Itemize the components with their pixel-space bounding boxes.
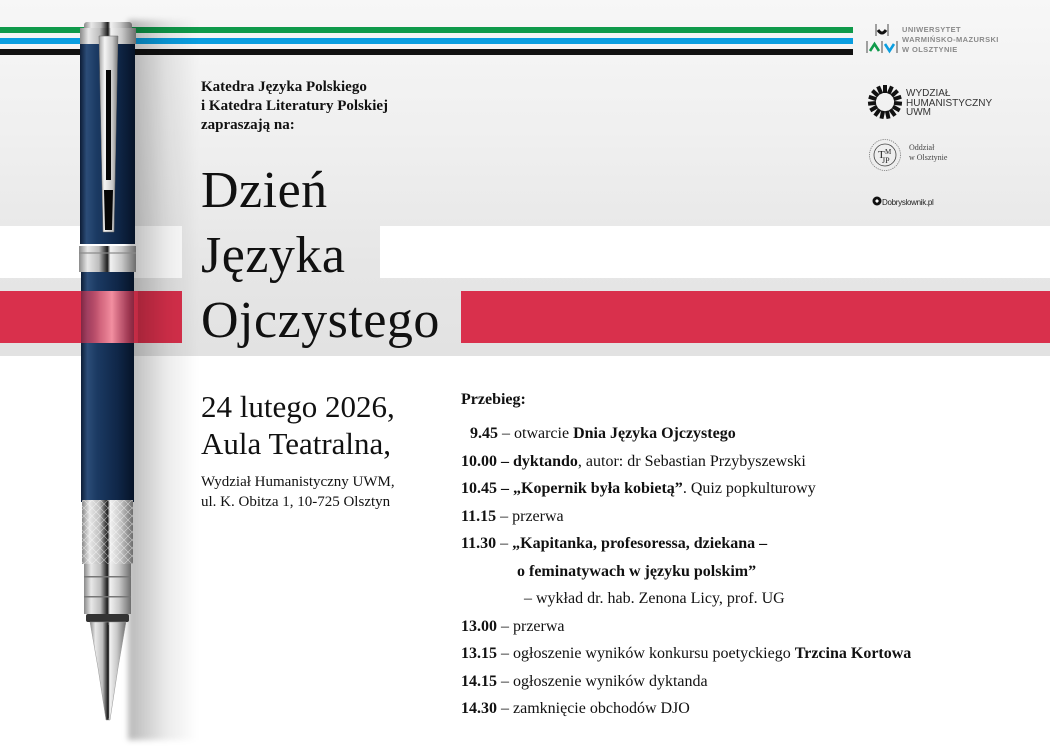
program-time: 9.45 bbox=[470, 425, 498, 442]
tmjp-seal-icon bbox=[868, 138, 902, 172]
program-item bbox=[461, 668, 911, 696]
program-desc: przerwa bbox=[512, 507, 564, 525]
title-line-2: Języka bbox=[201, 227, 346, 284]
program-heading: Przebieg: bbox=[461, 391, 526, 408]
dobryslownik-label: Dobryslownik.pl bbox=[882, 198, 934, 207]
tmjp-line-1: Oddział bbox=[909, 143, 935, 152]
program-desc: przerwa bbox=[513, 617, 565, 635]
program-time: 13.00 bbox=[461, 617, 497, 635]
svg-text:JP: JP bbox=[882, 156, 890, 165]
event-venue: Aula Teatralna, bbox=[201, 426, 392, 461]
program-item bbox=[461, 475, 911, 503]
separator: – bbox=[496, 535, 513, 552]
program-desc: zamknięcie obchodów DJO bbox=[513, 700, 690, 717]
program-desc: ogłoszenie wyników dyktanda bbox=[513, 672, 708, 690]
event-date-venue bbox=[201, 388, 395, 462]
program-desc: , autor: dr Sebastian Przybyszewski bbox=[577, 452, 806, 470]
invite-line-1: Katedra Języka Polskiego bbox=[201, 79, 367, 95]
program-desc-bold: dyktando bbox=[513, 452, 578, 470]
program-item bbox=[461, 695, 911, 723]
uwm-line-2: WARMIŃSKO-MAZURSKI bbox=[902, 35, 999, 44]
invitation-text bbox=[201, 78, 388, 135]
separator: – bbox=[498, 425, 514, 442]
red-flag-strip-right bbox=[461, 291, 1050, 343]
program-item bbox=[461, 613, 911, 641]
dobryslownik-mark-icon bbox=[872, 196, 882, 206]
white-flag-strip-right bbox=[380, 226, 1050, 278]
program-desc: otwarcie bbox=[514, 425, 574, 442]
title-line-1: Dzień bbox=[201, 162, 328, 219]
program-item bbox=[461, 448, 911, 476]
dobryslownik-logo bbox=[872, 196, 934, 207]
program-item bbox=[461, 420, 911, 448]
program-time: 10.45 bbox=[461, 480, 497, 497]
program-schedule bbox=[461, 391, 911, 723]
program-desc: . Quiz popkulturowy bbox=[682, 480, 816, 497]
separator: – bbox=[496, 507, 513, 525]
separator: – bbox=[497, 452, 513, 470]
separator: – bbox=[497, 645, 513, 662]
uwm-logo bbox=[865, 22, 1045, 58]
svg-text:T: T bbox=[878, 149, 885, 161]
tmjp-name bbox=[909, 143, 947, 163]
separator: – bbox=[497, 672, 513, 690]
tmjp-line-2: w Olsztynie bbox=[909, 153, 948, 162]
program-time: 14.15 bbox=[461, 672, 497, 690]
program-time: 11.30 bbox=[461, 535, 497, 552]
program-item bbox=[461, 530, 911, 558]
program-item bbox=[461, 640, 911, 668]
program-desc-bold: Dnia Języka Ojczystego bbox=[573, 425, 736, 442]
uwm-line-3: W OLSZTYNIE bbox=[902, 45, 958, 54]
sunburst-emblem-icon bbox=[867, 84, 903, 120]
program-time: 10.00 bbox=[461, 452, 497, 470]
program-time: 14.30 bbox=[461, 700, 497, 717]
program-desc-bold: „Kapitanka, profesoressa, dziekana – bbox=[512, 535, 768, 552]
separator: – bbox=[497, 617, 513, 635]
uwm-emblem-icon bbox=[865, 22, 899, 56]
program-desc: ogłoszenie wyników konkursu poetyckiego bbox=[513, 645, 795, 662]
wh-line-2: HUMANISTYCZNY bbox=[906, 97, 993, 109]
address-line-2: ul. K. Obitza 1, 10-725 Olsztyn bbox=[201, 494, 391, 510]
program-desc-bold: „Kopernik była kobietą” bbox=[513, 480, 683, 497]
event-title bbox=[201, 158, 440, 353]
uwm-name bbox=[902, 25, 999, 55]
program-time: 13.15 bbox=[461, 645, 497, 662]
svg-text:M: M bbox=[885, 148, 892, 156]
fountain-pen-illustration bbox=[0, 0, 220, 750]
title-line-3: Ojczystego bbox=[201, 292, 440, 349]
separator: – bbox=[497, 480, 513, 497]
separator: – bbox=[497, 700, 513, 717]
invite-line-3: zapraszają na: bbox=[201, 117, 295, 133]
program-time: 11.15 bbox=[461, 507, 497, 525]
address-line-1: Wydział Humanistyczny UWM, bbox=[201, 474, 395, 490]
wh-name bbox=[906, 89, 992, 118]
event-address bbox=[201, 472, 395, 512]
wh-line-3: UWM bbox=[906, 107, 931, 118]
program-item-lecturer: – wykład dr. hab. Zenona Licy, prof. UG bbox=[524, 590, 785, 607]
program-item-continuation: o feminatywach w języku polskim” bbox=[517, 562, 757, 580]
uwm-line-1: UNIWERSYTET bbox=[902, 25, 961, 34]
invite-line-2: i Katedra Literatury Polskiej bbox=[201, 98, 389, 114]
program-desc-bold: Trzcina Kortowa bbox=[794, 645, 912, 662]
program-item bbox=[461, 503, 911, 531]
event-date: 24 lutego 2026, bbox=[201, 389, 395, 424]
wh-line-1: WYDZIAŁ bbox=[906, 88, 951, 99]
